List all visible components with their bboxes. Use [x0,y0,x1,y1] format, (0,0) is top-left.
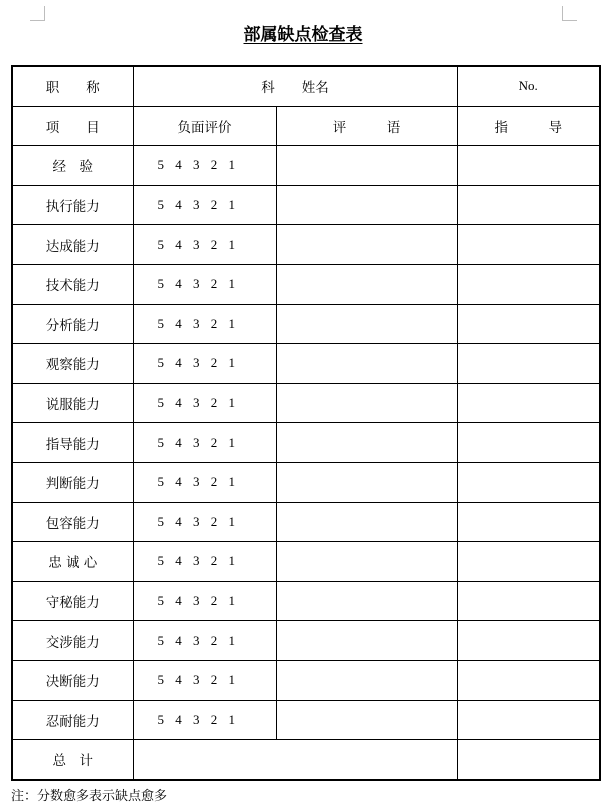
document-title-wrap [0,20,606,45]
item-name: 包容能力 [12,502,133,542]
table-row [12,462,600,502]
header-row-2 [12,106,600,146]
rating-scale[interactable]: 5 4 3 2 1 [133,660,276,700]
item-name: 指导能力 [12,423,133,463]
rating-scale[interactable]: 5 4 3 2 1 [133,581,276,621]
guidance-cell[interactable] [457,383,600,423]
page-corner-mark-left [30,6,45,21]
number-label: No. [457,66,600,106]
guidance-cell[interactable] [457,225,600,265]
item-name: 守秘能力 [12,581,133,621]
position-label: 职 称 [12,66,133,106]
item-name: 经 验 [12,146,133,186]
guidance-cell[interactable] [457,146,600,186]
total-row [12,740,600,780]
comment-cell[interactable] [276,423,457,463]
total-label: 总 计 [12,740,133,780]
rating-scale[interactable]: 5 4 3 2 1 [133,542,276,582]
guidance-cell[interactable] [457,264,600,304]
guidance-cell[interactable] [457,581,600,621]
guidance-cell[interactable] [457,462,600,502]
item-name: 决断能力 [12,660,133,700]
comment-cell[interactable] [276,225,457,265]
item-name: 判断能力 [12,462,133,502]
comment-cell[interactable] [276,621,457,661]
item-name: 说服能力 [12,383,133,423]
guidance-cell[interactable] [457,621,600,661]
comment-cell[interactable] [276,660,457,700]
guidance-cell[interactable] [457,185,600,225]
rating-scale[interactable]: 5 4 3 2 1 [133,185,276,225]
header-row-1 [12,66,600,106]
guidance-cell[interactable] [457,542,600,582]
table-row [12,581,600,621]
comment-cell[interactable] [276,146,457,186]
total-extra-cell[interactable] [457,740,600,780]
table-row [12,542,600,582]
comment-label: 评 语 [276,106,457,146]
comment-cell[interactable] [276,542,457,582]
item-name: 达成能力 [12,225,133,265]
table-row [12,502,600,542]
comment-cell[interactable] [276,185,457,225]
guidance-cell[interactable] [457,660,600,700]
guidance-cell[interactable] [457,423,600,463]
comment-cell[interactable] [276,264,457,304]
total-value-cell[interactable] [133,740,457,780]
rating-scale[interactable]: 5 4 3 2 1 [133,423,276,463]
table-row [12,700,600,740]
comment-cell[interactable] [276,344,457,384]
item-label: 项 目 [12,106,133,146]
rating-scale[interactable]: 5 4 3 2 1 [133,502,276,542]
item-name: 技术能力 [12,264,133,304]
guidance-cell[interactable] [457,502,600,542]
rating-scale[interactable]: 5 4 3 2 1 [133,344,276,384]
item-name: 交涉能力 [12,621,133,661]
comment-cell[interactable] [276,304,457,344]
guidance-cell[interactable] [457,700,600,740]
item-name: 观察能力 [12,344,133,384]
rating-scale[interactable]: 5 4 3 2 1 [133,225,276,265]
table-row [12,146,600,186]
dept-name-label: 科 姓名 [133,66,457,106]
table-row [12,423,600,463]
page-corner-mark-right [562,6,577,21]
item-name: 忍耐能力 [12,700,133,740]
footnote: 注：分数愈多表示缺点愈多 [11,789,168,804]
item-name: 分析能力 [12,304,133,344]
rating-scale[interactable]: 5 4 3 2 1 [133,462,276,502]
rating-scale[interactable]: 5 4 3 2 1 [133,264,276,304]
rating-label: 负面评价 [133,106,276,146]
table-row [12,225,600,265]
item-name: 执行能力 [12,185,133,225]
table-row [12,344,600,384]
rating-scale[interactable]: 5 4 3 2 1 [133,146,276,186]
rating-scale[interactable]: 5 4 3 2 1 [133,383,276,423]
item-name: 忠 诚 心 [12,542,133,582]
guidance-cell[interactable] [457,304,600,344]
table-row [12,383,600,423]
comment-cell[interactable] [276,581,457,621]
table-row [12,621,600,661]
evaluation-table [11,65,601,781]
comment-cell[interactable] [276,383,457,423]
document-title: 部属缺点检查表 [243,25,363,45]
comment-cell[interactable] [276,462,457,502]
guidance-cell[interactable] [457,344,600,384]
comment-cell[interactable] [276,700,457,740]
rating-scale[interactable]: 5 4 3 2 1 [133,304,276,344]
table-row [12,185,600,225]
comment-cell[interactable] [276,502,457,542]
table-row [12,660,600,700]
table-row [12,304,600,344]
guidance-label: 指 导 [457,106,600,146]
rating-scale[interactable]: 5 4 3 2 1 [133,700,276,740]
table-row [12,264,600,304]
rating-scale[interactable]: 5 4 3 2 1 [133,621,276,661]
